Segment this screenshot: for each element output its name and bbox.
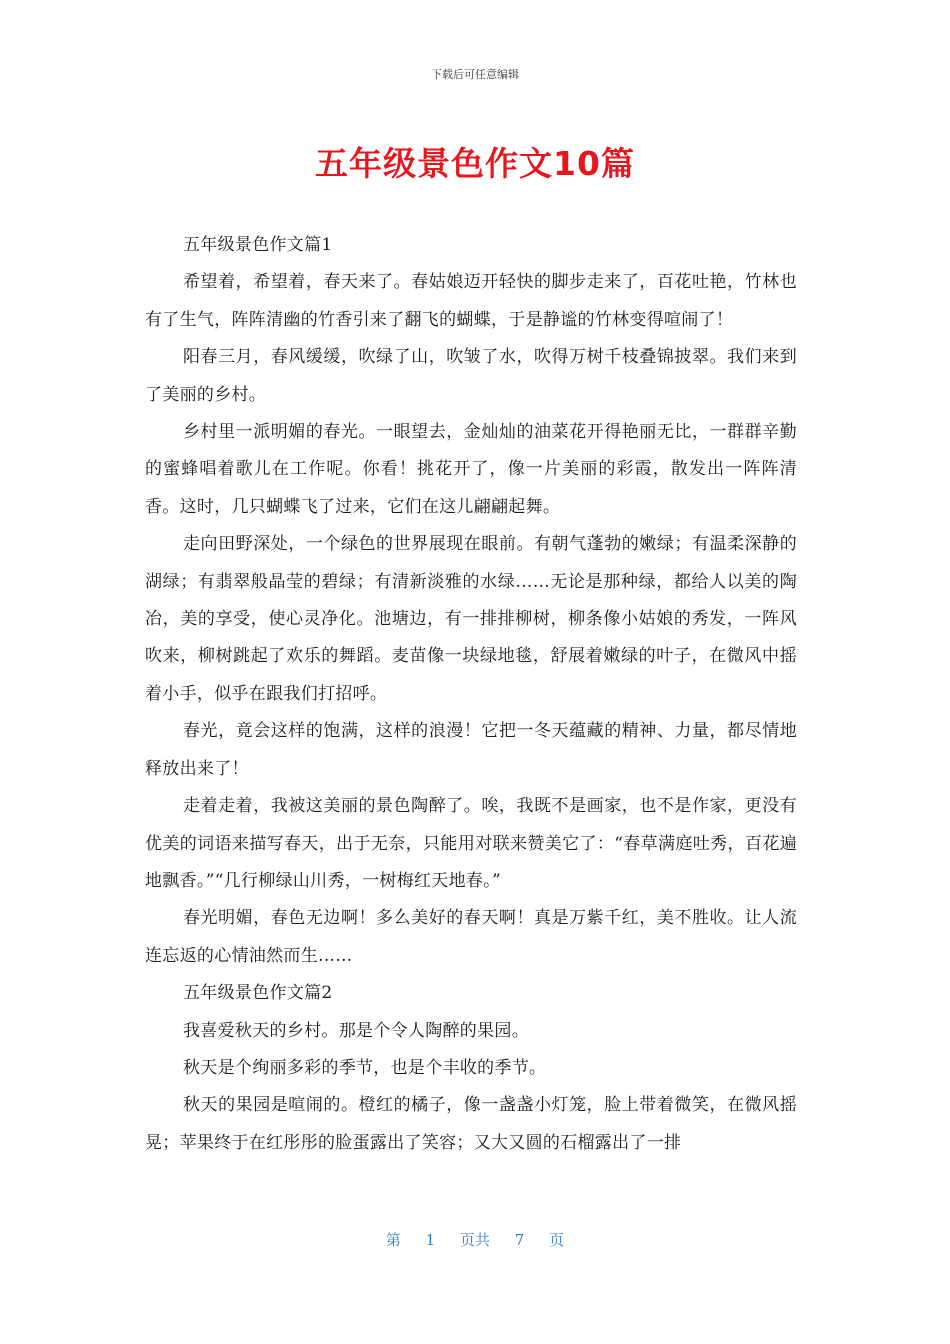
paragraph: 希望着，希望着，春天来了。春姑娘迈开轻快的脚步走来了，百花吐艳，竹林也有了生气，阵阵清幽的竹香引来了翻飞的蝴蝶，于是静谧的竹林变得喧闹了！ — [145, 272, 797, 330]
document-body — [145, 227, 797, 1162]
page-current: 1 — [425, 1231, 436, 1249]
paragraph: 秋天的果园是喧闹的。橙红的橘子，像一盏盏小灯笼，脸上带着微笑，在微风摇晃；苹果终于在红彤彤的脸蛋露出了笑容；又大又圆的石榴露出了一排 — [145, 1095, 797, 1153]
paragraph: 走着走着，我被这美丽的景色陶醉了。唉，我既不是画家，也不是作家，更没有优美的词语来描写春天，出于无奈，只能用对联来赞美它了：“春草满庭吐秀，百花遍地飘香。”“几行柳绿山川秀，一树梅红天地春。” — [145, 796, 797, 891]
paragraph: 走向田野深处，一个绿色的世界展现在眼前。有朝气蓬勃的嫩绿；有温柔深静的湖绿；有翡翠般晶莹的碧绿；有清新淡雅的水绿……无论是那种绿，都给人以美的陶冶，美的享受，使心灵净化。池塘边，有一排排柳树，柳条像小姑娘的秀发，一阵风吹来，柳树跳起了欢乐的舞蹈。麦苗像一块绿地毯，舒展着嫩绿的叶子，在微风中摇着小手，似乎在跟我们打招呼。 — [145, 534, 797, 704]
paragraph: 我喜爱秋天的乡村。那是个令人陶醉的果园。 — [183, 1020, 529, 1041]
page-suffix: 页 — [549, 1231, 565, 1249]
page-prefix: 第 — [385, 1231, 401, 1249]
document-title: 五年级景色作文10篇 — [315, 144, 635, 183]
page-footer — [0, 1229, 950, 1250]
paragraph: 阳春三月，春风缓缓，吹绿了山，吹皱了水，吹得万树千枝叠锦披翠。我们来到了美丽的乡村。 — [145, 347, 797, 405]
section-heading-2: 五年级景色作文篇2 — [183, 983, 333, 1004]
paragraph: 春光，竟会这样的饱满，这样的浪漫！它把一冬天蕴藏的精神、力量，都尽情地释放出来了！ — [145, 721, 797, 779]
header-note: 下载后可任意编辑 — [431, 68, 519, 81]
page-total: 7 — [514, 1231, 525, 1249]
paragraph: 乡村里一派明媚的春光。一眼望去，金灿灿的油菜花开得艳丽无比，一群群辛勤的蜜蜂唱着歌儿在工作呢。你看！挑花开了，像一片美丽的彩霞，散发出一阵阵清香。这时，几只蝴蝶飞了过来，它们在这儿翩翩起舞。 — [145, 422, 797, 517]
paragraph: 秋天是个绚丽多彩的季节，也是个丰收的季节。 — [183, 1057, 547, 1078]
page-middle: 页共 — [459, 1231, 490, 1249]
paragraph: 春光明媚，春色无边啊！多么美好的春天啊！真是万紫千红，美不胜收。让人流连忘返的心情油然而生…… — [145, 908, 797, 966]
section-heading-1: 五年级景色作文篇1 — [183, 235, 333, 255]
